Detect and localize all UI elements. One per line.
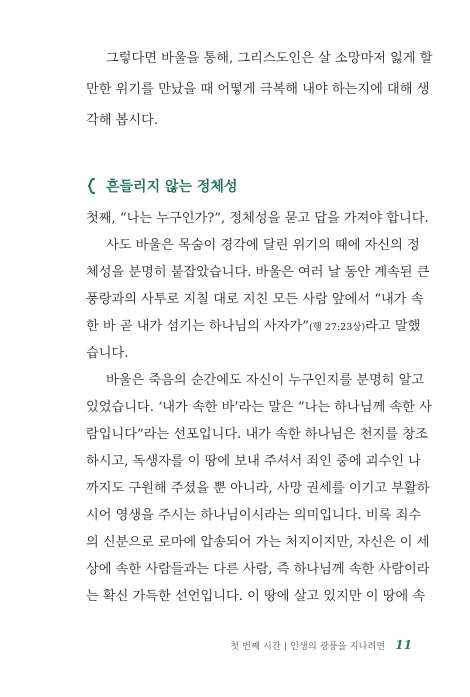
section-heading-text: 흔들리지 않는 정체성 (106, 179, 238, 195)
text-line: 첫째, “나는 누구인가?”, 정체성을 묻고 답을 가져야 합니다. (86, 211, 429, 226)
page-footer (230, 638, 412, 652)
text-line: 람입니다”라는 선포입니다. 내가 속한 하나님은 천지를 창조 (86, 427, 428, 442)
text-line: 의 신분으로 로마에 압송되어 가는 처지이지만, 자신은 이 세 (86, 535, 430, 550)
section-heading (86, 176, 237, 196)
page-number: 11 (395, 638, 412, 652)
text-line: 있었습니다. ‘내가 속한 바’라는 말은 “나는 하나님께 속한 사 (86, 400, 432, 415)
text-line: 바울은 죽음의 순간에도 자신이 누구인지를 분명히 알고 (106, 373, 425, 388)
text-line: 까지도 구원해 주셨을 뿐 아니라, 사망 권세를 이기고 부활하 (86, 481, 430, 496)
text-line: 각해 봅시다. (86, 113, 159, 128)
scripture-reference: (행 27:23상) (308, 322, 366, 333)
text-line: 그렇다면 바울을 통해, 그리스도인은 살 소망마저 잃게 할 (106, 51, 433, 66)
text-line: 는 확신 가득한 선언입니다. 이 땅에 살고 있지만 이 땅에 속 (86, 589, 426, 604)
running-title: 첫 번째 시간 | 인생의 광풍을 지나려면 (230, 642, 386, 652)
text-line (86, 318, 421, 337)
text-line: 만한 위기를 만났을 때 어떻게 극복해 내야 하는지에 대해 생 (86, 82, 430, 97)
text-segment: 한 바 곧 내가 섬기는 하나님의 사자가” (86, 319, 309, 334)
text-line: 풍랑과의 사투로 지칠 대로 지친 모든 사람 앞에서 “내가 속 (86, 292, 424, 307)
curly-bracket-icon (86, 178, 98, 194)
text-line: 시어 영생을 주시는 하나님이시라는 의미입니다. 비록 죄수 (86, 508, 422, 523)
text-line: 사도 바울은 목숨이 경각에 달린 위기의 때에 자신의 정 (106, 238, 420, 253)
text-line: 하시고, 독생자를 이 땅에 보내 주셔서 죄인 중에 괴수인 나 (86, 454, 421, 469)
text-line: 상에 속한 사람들과는 다른 사람, 즉 하나님께 속한 사람이라 (86, 562, 430, 577)
text-line: 체성을 분명히 붙잡았습니다. 바울은 여러 날 동안 계속된 큰 (86, 265, 430, 280)
text-segment: 라고 말했 (365, 319, 421, 334)
text-line: 습니다. (86, 346, 129, 361)
